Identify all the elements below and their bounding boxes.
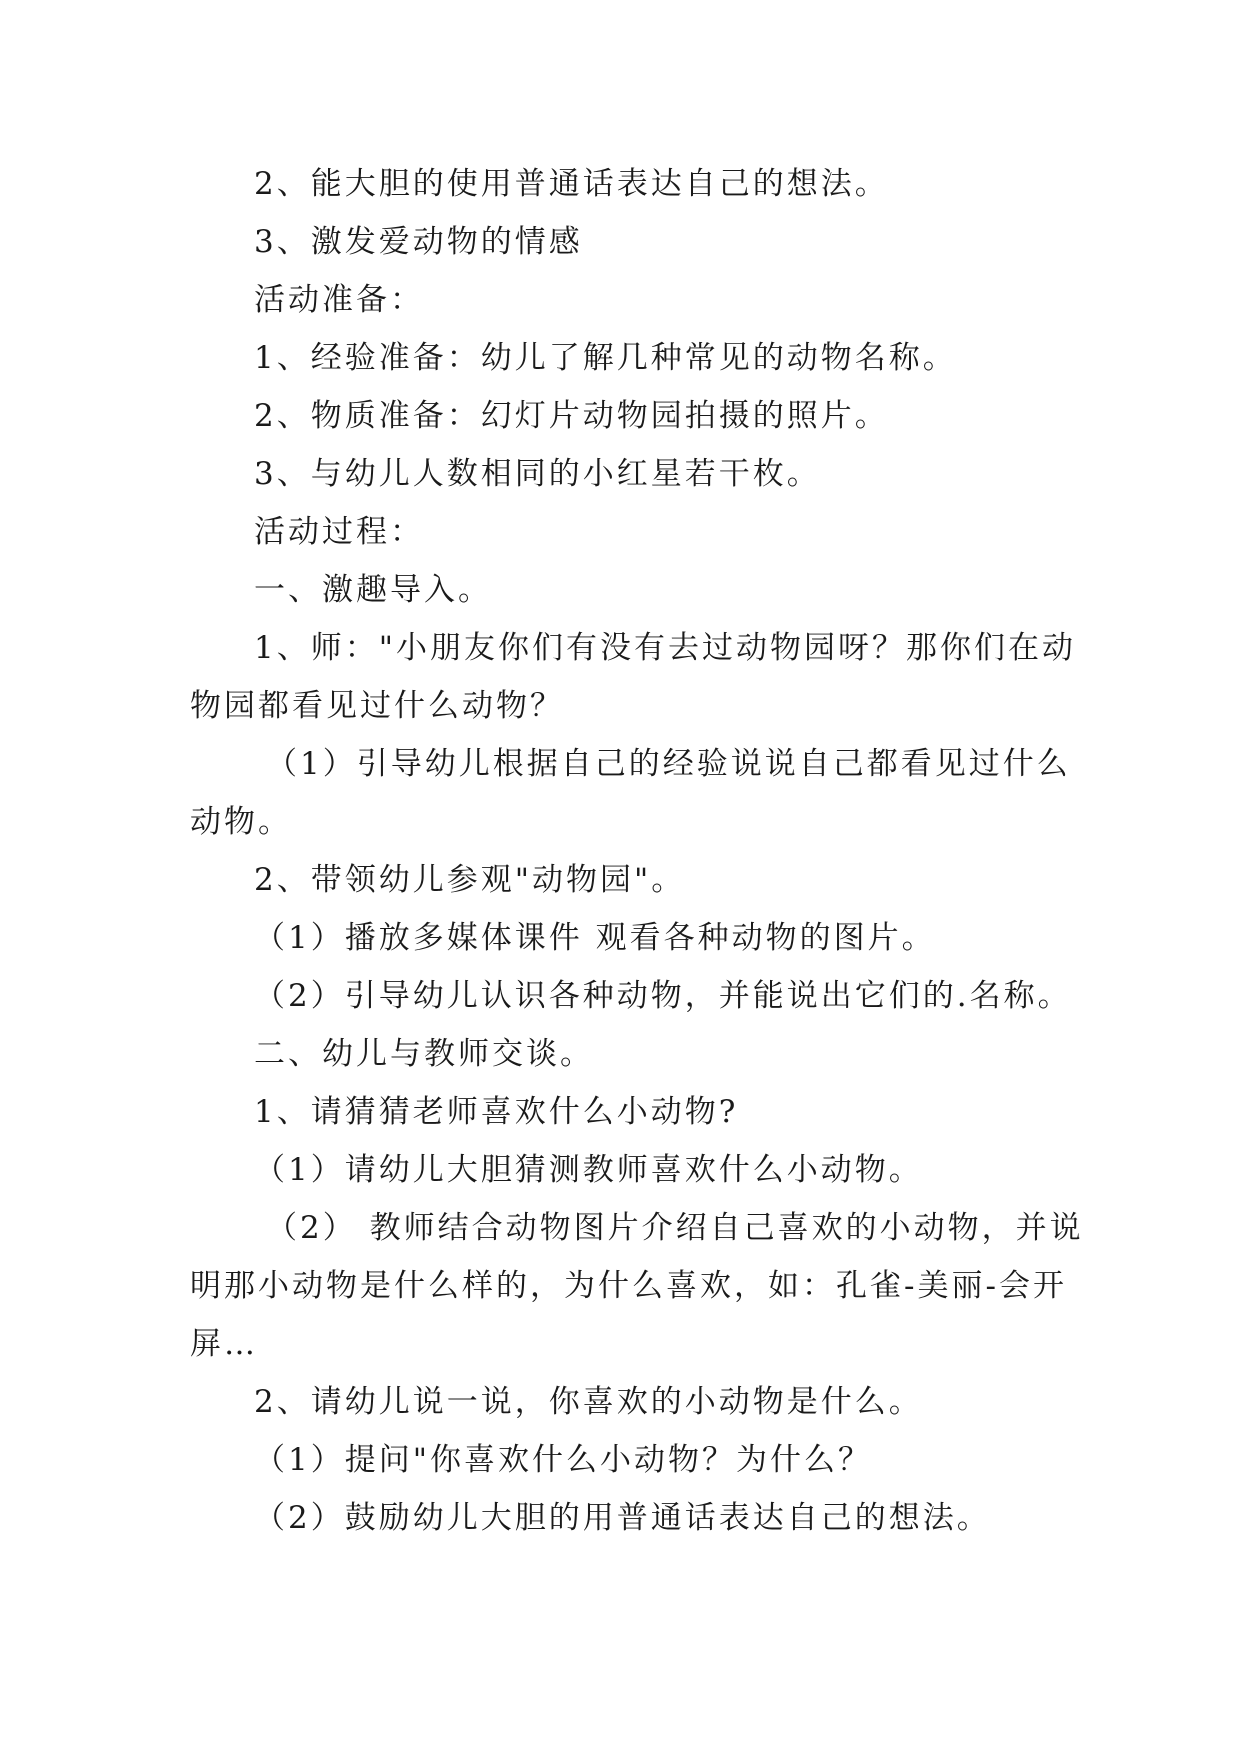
text-line: 屏… [190, 1326, 258, 1362]
text-line: 3、与幼儿人数相同的小红星若干枚。 [254, 456, 821, 492]
document-body [190, 155, 1084, 1547]
text-line: （1）提问"你喜欢什么小动物？为什么？ [254, 1442, 872, 1478]
text-line: 2、能大胆的使用普通话表达自己的想法。 [254, 166, 889, 202]
text-line: 1、师："小朋友你们有没有去过动物园呀？那你们在动 [254, 630, 1076, 666]
section-heading: 一、激趣导入。 [254, 572, 492, 608]
text-line: （2）引导幼儿认识各种动物，并能说出它们的.名称。 [254, 978, 1072, 1014]
text-line: （1）播放多媒体课件 观看各种动物的图片。 [254, 920, 936, 956]
text-line: 物园都看见过什么动物？ [190, 688, 564, 724]
text-line: 3、激发爱动物的情感 [254, 224, 583, 260]
text-line: 明那小动物是什么样的，为什么喜欢，如：孔雀-美丽-会开 [190, 1268, 1067, 1304]
section-heading: 二、幼儿与教师交谈。 [254, 1036, 594, 1072]
text-line: 1、经验准备：幼儿了解几种常见的动物名称。 [254, 340, 957, 376]
text-line: （2） 教师结合动物图片介绍自己喜欢的小动物，并说 [266, 1210, 1084, 1246]
text-line: （1）请幼儿大胆猜测教师喜欢什么小动物。 [254, 1152, 923, 1188]
text-line: 动物。 [190, 804, 292, 840]
text-line: 2、请幼儿说一说，你喜欢的小动物是什么。 [254, 1384, 923, 1420]
section-heading: 活动准备： [254, 282, 424, 318]
text-line: （2）鼓励幼儿大胆的用普通话表达自己的想法。 [254, 1500, 991, 1536]
text-line: 2、带领幼儿参观"动物园"。 [254, 862, 686, 898]
section-heading: 活动过程： [254, 514, 424, 550]
text-line: 2、物质准备：幻灯片动物园拍摄的照片。 [254, 398, 889, 434]
text-line: （1）引导幼儿根据自己的经验说说自己都看见过什么 [266, 746, 1071, 782]
text-line: 1、请猜猜老师喜欢什么小动物? [254, 1094, 739, 1130]
